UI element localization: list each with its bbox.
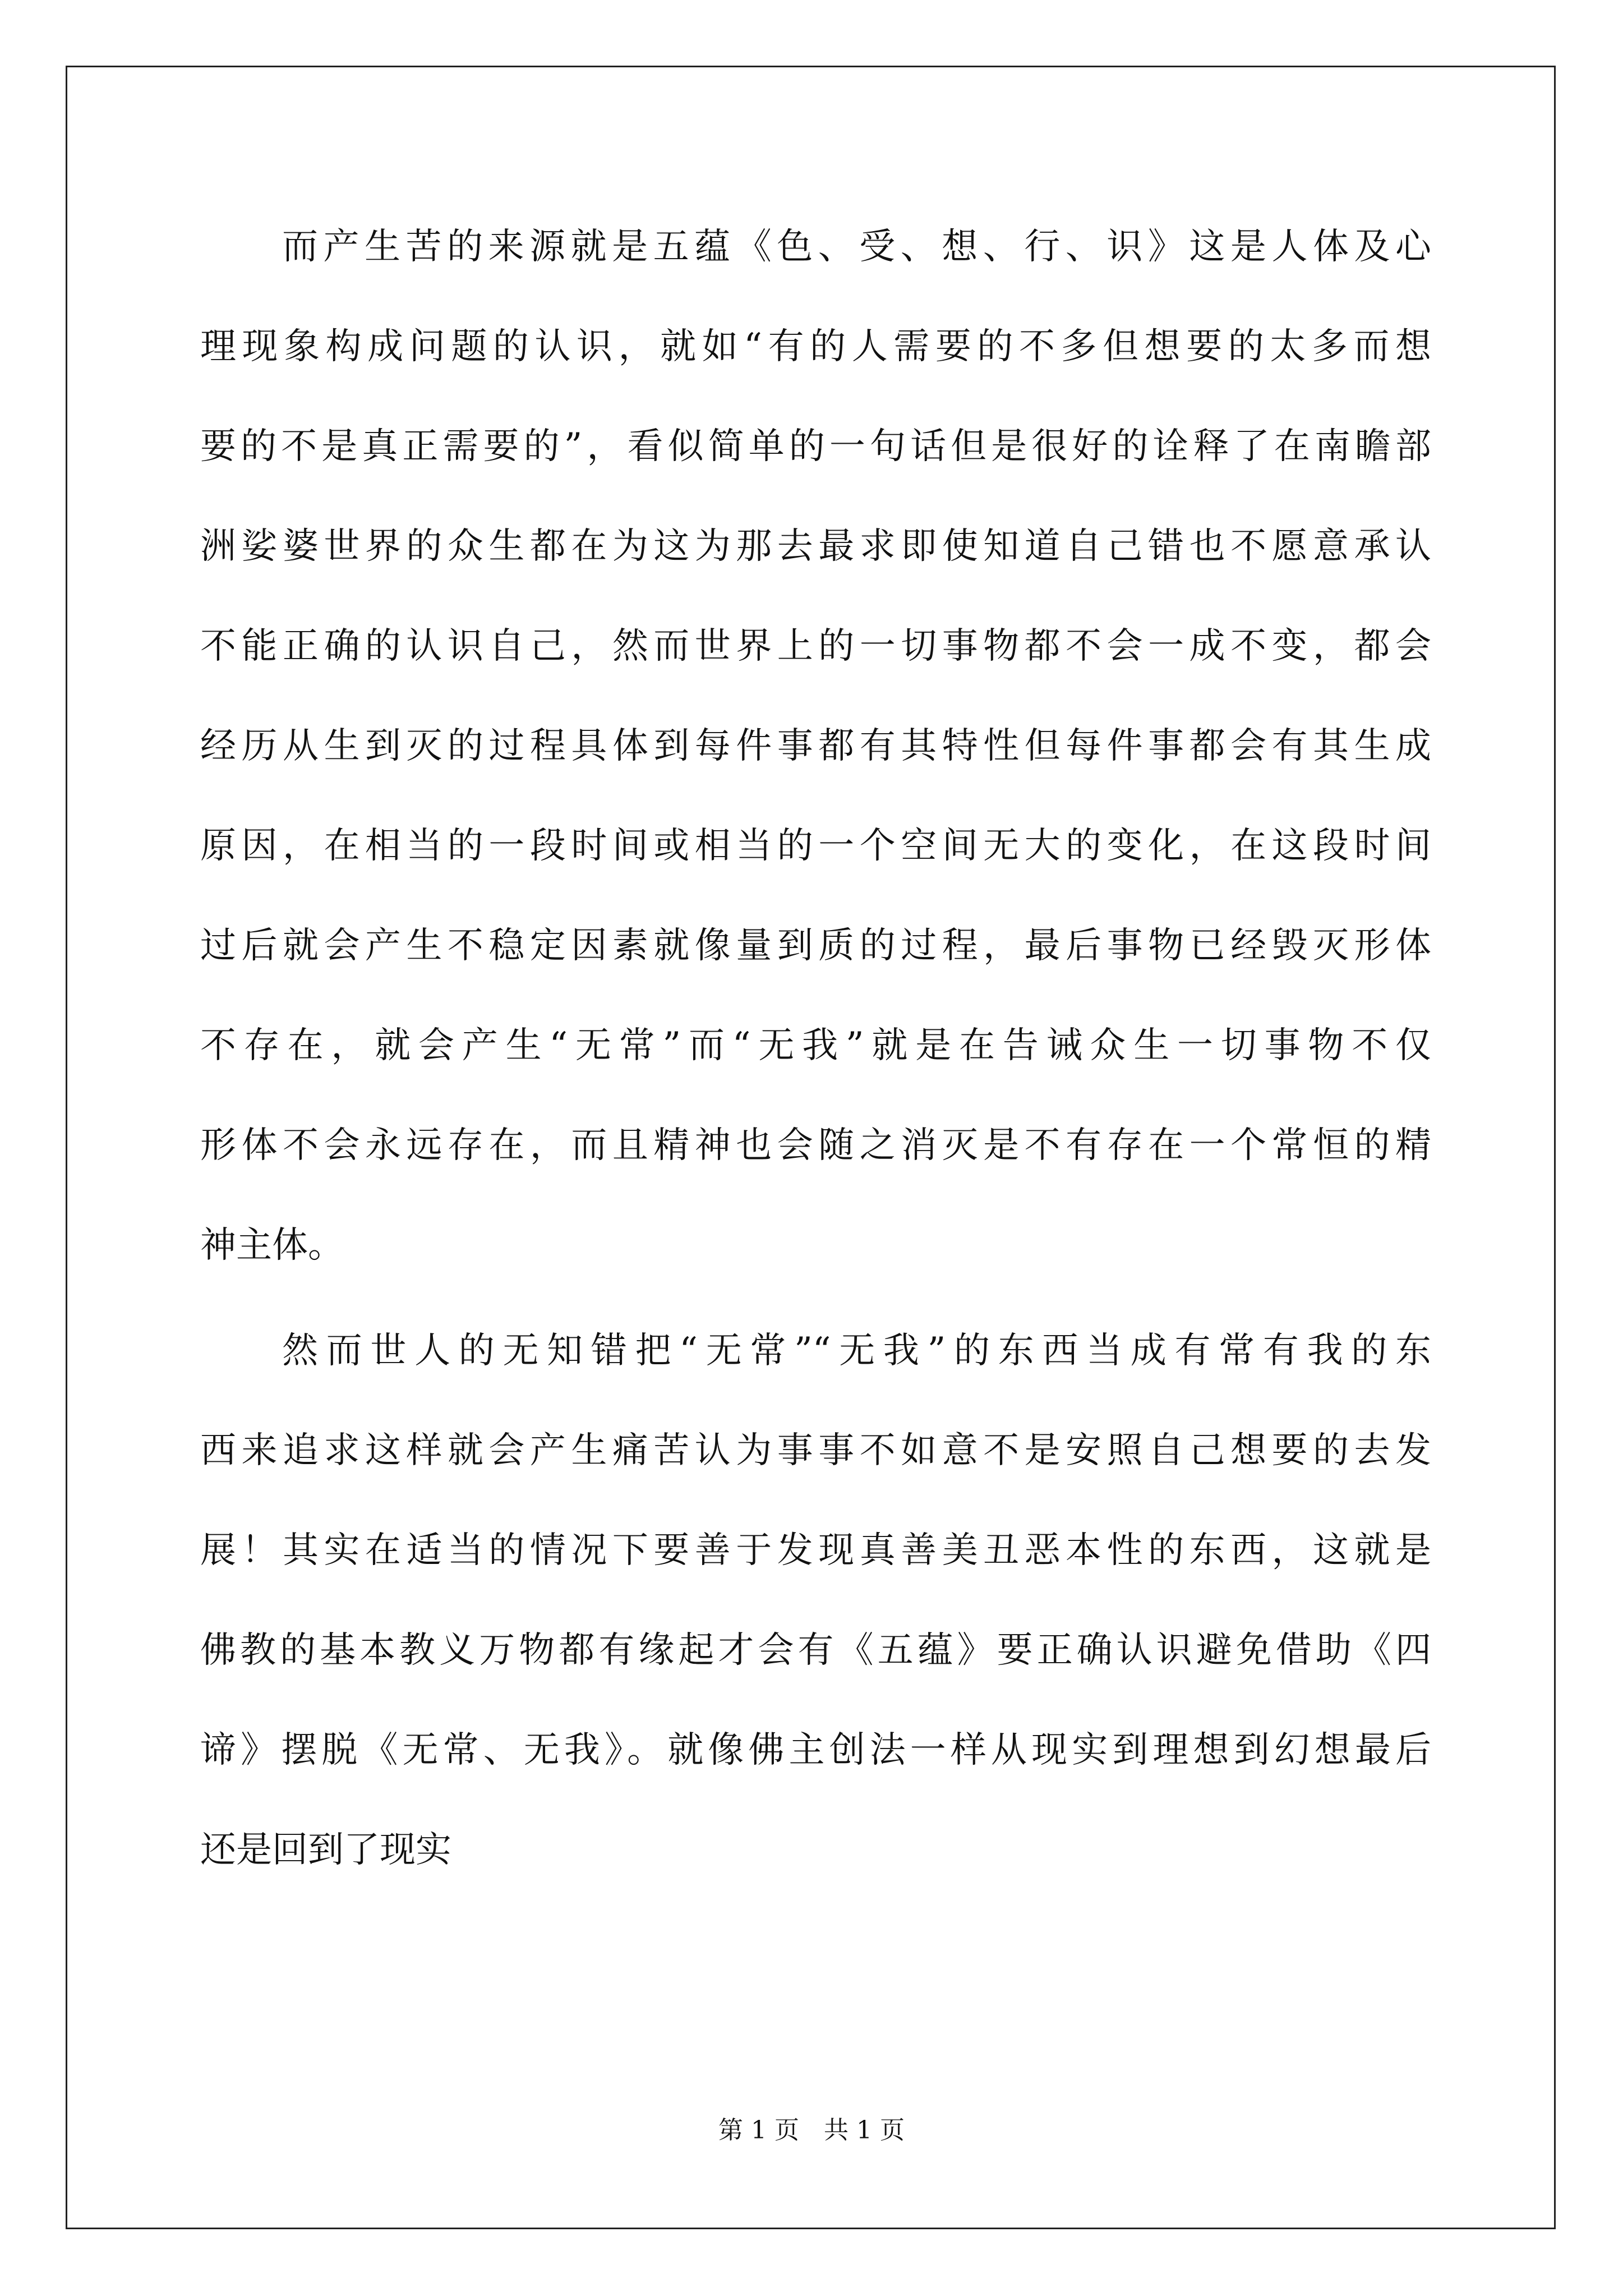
text-line: 不能正确的认识自己，然而世界上的一切事物都不会一成不变，都会 — [200, 625, 1431, 667]
text-line: 要的不是真正需要的”，看似简单的一句话但是很好的诠释了在南瞻部 — [200, 426, 1431, 467]
text-line: 不存在，就会产生“无常”而“无我”就是在告诫众生一切事物不仅 — [200, 1025, 1431, 1066]
document-body — [200, 219, 1431, 1922]
page-footer — [0, 2114, 1623, 2147]
page-number: 第 1 页 — [718, 2116, 799, 2145]
page-total: 共 1 页 — [824, 2116, 905, 2145]
text-line: 过后就会产生不稳定因素就像量到质的过程，最后事物已经毁灭形体 — [200, 925, 1431, 967]
paragraph-1 — [200, 219, 1431, 1317]
text-line: 还是回到了现实 — [200, 1829, 451, 1871]
text-line: 谛》摆脱《无常、无我》。就像佛主创法一样从现实到理想到幻想最后 — [200, 1729, 1431, 1771]
text-line: 神主体。 — [200, 1225, 344, 1266]
text-line: 佛教的基本教义万物都有缘起才会有《五蕴》要正确认识避免借助《四 — [200, 1630, 1431, 1671]
text-line: 而产生苦的来源就是五蕴《色、受、想、行、识》这是人体及心 — [282, 226, 1431, 268]
text-line: 西来追求这样就会产生痛苦认为事事不如意不是安照自己想要的去发 — [200, 1430, 1431, 1471]
text-line: 然而世人的无知错把“无常”“无我”的东西当成有常有我的东 — [282, 1330, 1431, 1372]
text-line: 经历从生到灭的过程具体到每件事都有其特性但每件事都会有其生成 — [200, 725, 1431, 767]
text-line: 原因，在相当的一段时间或相当的一个空间无大的变化，在这段时间 — [200, 825, 1431, 867]
text-line: 洲娑婆世界的众生都在为这为那去最求即使知道自己错也不愿意承认 — [200, 526, 1431, 567]
paragraph-gap — [200, 1317, 1431, 1323]
text-line: 理现象构成问题的认识，就如“有的人需要的不多但想要的太多而想 — [200, 326, 1431, 367]
text-line: 形体不会永远存在，而且精神也会随之消灭是不有存在一个常恒的精 — [200, 1125, 1431, 1166]
paragraph-2 — [200, 1323, 1431, 1922]
text-line: 展！其实在适当的情况下要善于发现真善美丑恶本性的东西，这就是 — [200, 1530, 1431, 1571]
